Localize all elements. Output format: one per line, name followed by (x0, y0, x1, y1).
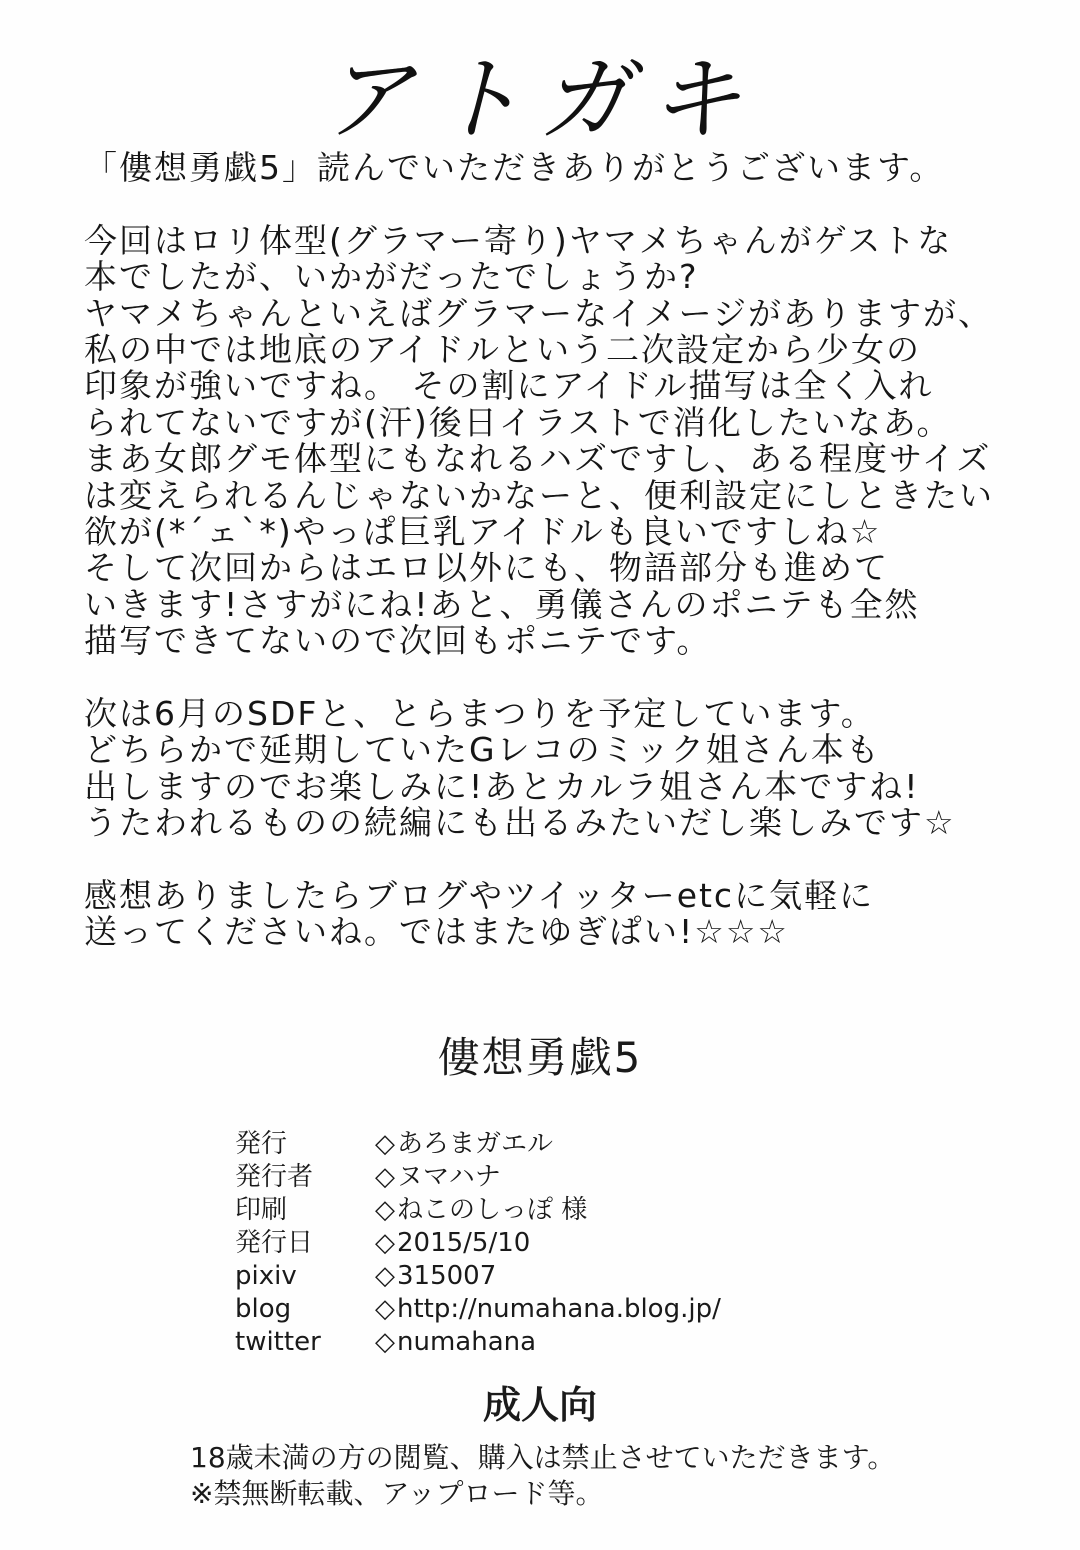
credit-label: 発行日 (235, 1228, 314, 1258)
text-line: 今回はロリ体型(グラマー寄り)ヤマメちゃんがゲストな (84, 220, 953, 260)
credit-value: ◇ http://numahana.blog.jp/ (375, 1293, 721, 1326)
afterword-body (84, 150, 1074, 951)
text-line: 感想ありましたらブログやツイッターetcに気軽に (84, 875, 875, 915)
notice-line: 18歳未満の方の閲覧、購入は禁止させていただきます。 (190, 1441, 896, 1474)
credit-row-twitter (235, 1326, 835, 1359)
credit-row-pixiv (235, 1260, 835, 1293)
credit-value: ◇ ヌマハナ (375, 1161, 501, 1194)
colophon-credits (235, 1128, 835, 1359)
text-line: られてないですが(汗)後日イラストで消化したいなあ。 (84, 402, 952, 442)
notice-line: ※禁無断転載、アップロード等。 (190, 1477, 604, 1510)
text-line: 次は6月のSDFと、とらまつりを予定しています。 (84, 693, 876, 733)
afterword-heading: アトガキ (321, 46, 759, 153)
text-line: まあ女郎グモ体型にもなれるハズですし、ある程度サイズ (84, 439, 992, 479)
credit-value: ◇ ねこのしっぽ 様 (375, 1194, 587, 1227)
text-line: そして次回からはエロ以外にも、物語部分も進めて (84, 548, 889, 588)
credit-value: ◇ 2015/5/10 (375, 1227, 530, 1260)
rating-label: 成人向 (482, 1383, 597, 1427)
text-line: いきます!さすがにね!あと、勇儀さんのポニテも全然 (84, 584, 920, 624)
credit-label: 発行 (235, 1129, 288, 1159)
text-line: 「僂想勇戯5」読んでいただきありがとうございます。 (84, 148, 945, 187)
paragraph-gap (84, 186, 1074, 222)
colophon-title: 僂想勇戯5 (437, 1033, 643, 1082)
paragraph-schedule (84, 693, 1074, 843)
text-line: 私の中では地底のアイドルという二次設定から少女の (84, 329, 922, 369)
text-line: 送ってくださいね。ではまたゆぎぱい!☆☆☆ (84, 912, 789, 952)
paragraph-guest (84, 220, 1074, 661)
text-line: 本でしたが、いかがだったでしょうか? (84, 257, 699, 297)
text-line: は変えられるんじゃないかなーと、便利設定にしときたい (84, 475, 994, 515)
credit-value: ◇ あろまガエル (375, 1128, 553, 1161)
credit-row-date (235, 1227, 835, 1260)
credit-row-printer (235, 1194, 835, 1227)
credit-value: ◇ 315007 (375, 1260, 496, 1293)
credit-row-blog (235, 1293, 835, 1326)
legal-notice (190, 1440, 970, 1512)
paragraph-gap (84, 659, 1074, 695)
text-line: 出しますのでお楽しみに!あとカルラ姐さん本ですね! (84, 766, 920, 806)
paragraph-thanks (84, 150, 1074, 186)
text-line: ヤマメちゃんといえばグラマーなイメージがありますが、 (84, 293, 994, 333)
paragraph-feedback (84, 875, 1074, 952)
text-line: 印象が強いですね。 その割にアイドル描写は全く入れ (84, 366, 934, 406)
credit-label: twitter (235, 1327, 321, 1357)
text-line: 描写できてないので次回もポニテです。 (84, 621, 712, 661)
credit-row-publisher (235, 1128, 835, 1161)
text-line: うたわれるものの続編にも出るみたいだし楽しみです☆ (84, 803, 956, 843)
text-line: どちらかで延期していたGレコのミック姐さん本も (84, 730, 881, 770)
credit-label: blog (235, 1294, 292, 1324)
paragraph-gap (84, 841, 1074, 877)
credit-label: 発行者 (235, 1162, 314, 1192)
credit-value: ◇ numahana (375, 1326, 536, 1359)
text-line: 欲が(*´ェ`*)やっぱ巨乳アイドルも良いですしね☆ (84, 511, 882, 551)
credit-label: pixiv (235, 1261, 297, 1291)
credit-label: 印刷 (235, 1195, 288, 1225)
credit-row-author (235, 1161, 835, 1194)
